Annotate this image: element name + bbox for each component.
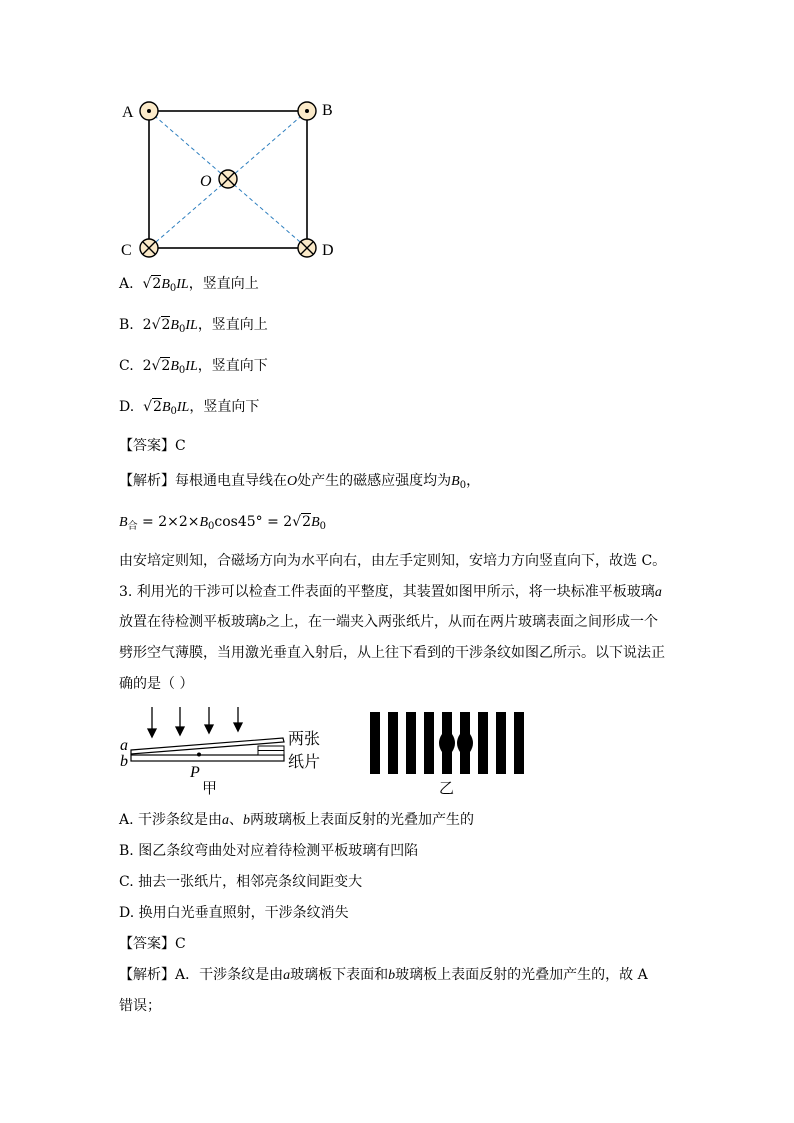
- option-a: A. $√2B_0IL$，竖直向上: [119, 276, 259, 294]
- wire-c-in-icon: [140, 239, 158, 257]
- option-d: D. $√2B_0IL$，竖直向下: [119, 399, 260, 417]
- label-a: A: [122, 104, 134, 121]
- sqrt-expr: √2: [151, 317, 171, 333]
- label-yi: 乙: [439, 781, 455, 797]
- label-glass-a: a: [120, 737, 128, 754]
- label-o: O: [200, 173, 212, 190]
- label-point-p: P: [190, 764, 200, 781]
- wire-a-out-icon: [140, 102, 158, 120]
- label-paper-1: 两张: [288, 731, 321, 748]
- wire-o-in-icon: [219, 170, 237, 188]
- point-p: [197, 753, 201, 757]
- sqrt-expr: √2: [143, 399, 162, 415]
- wire-b-out-icon: [298, 102, 316, 120]
- sqrt-expr: √2: [151, 358, 171, 374]
- q3-option-a: A. 干涉条纹是由a、b两玻璃板上表面反射的光叠加产生的: [119, 812, 475, 828]
- q3-option-b: B. 图乙条纹弯曲处对应着待检测平板玻璃有凹陷: [119, 843, 419, 859]
- q2-conclusion: 由安培定则知，合磁场方向为水平向右，由左手定则知，安培力方向竖直向下，故选 C。: [119, 553, 667, 569]
- q2-analysis: 【解析】每根通电直导线在O处产生的磁感应强度均为$B_0$，: [119, 473, 481, 491]
- label-d: D: [322, 242, 334, 259]
- wire-square-figure: [118, 95, 348, 265]
- label-paper-2: 纸片: [288, 754, 321, 771]
- q3-option-d: D. 换用白光垂直照射，干涉条纹消失: [119, 905, 349, 921]
- option-c: C. $2√2B_0IL$，竖直向下: [119, 358, 268, 376]
- q3-analysis-line1: 【解析】A．干涉条纹是由a玻璃板下表面和b玻璃板上表面反射的光叠加产生的，故 A: [119, 967, 648, 983]
- q3-stem-line3: 劈形空气薄膜，当用激光垂直入射后，从上往下看到的干涉条纹如图乙所示。以下说法正: [119, 645, 665, 661]
- q3-analysis-line2: 错误；: [119, 998, 161, 1014]
- figure-jia: [118, 705, 333, 800]
- q3-stem-line4: 确的是（ ）: [119, 676, 194, 692]
- glass-b: [131, 755, 284, 761]
- sqrt-expr: √2: [142, 276, 162, 292]
- q2-answer: 【答案】C: [119, 438, 186, 454]
- q3-stem-line2: 放置在待检测平板玻璃b之上，在一端夹入两张纸片，从而在两片玻璃表面之间形成一个: [119, 614, 658, 630]
- label-b: B: [322, 102, 333, 119]
- laser-arrows: [148, 707, 242, 737]
- figure-yi: [366, 712, 532, 797]
- q3-option-c: C. 抽去一张纸片，相邻亮条纹间距变大: [119, 874, 363, 890]
- label-jia: 甲: [202, 781, 218, 797]
- option-b: B. $2√2B_0IL$，竖直向上: [119, 317, 268, 335]
- q3-stem-line1: 3. 利用光的干涉可以检查工件表面的平整度，其装置如图甲所示，将一块标准平板玻璃a: [119, 584, 662, 600]
- interference-fringes: [370, 712, 524, 774]
- label-c: C: [121, 242, 132, 259]
- label-glass-b: b: [120, 753, 128, 770]
- q2-formula: $B_合 = 2\times 2\times B_0\cos 45^\circ = 2√2B_0$: [119, 514, 326, 532]
- q3-answer: 【答案】C: [119, 936, 186, 952]
- wire-d-in-icon: [298, 239, 316, 257]
